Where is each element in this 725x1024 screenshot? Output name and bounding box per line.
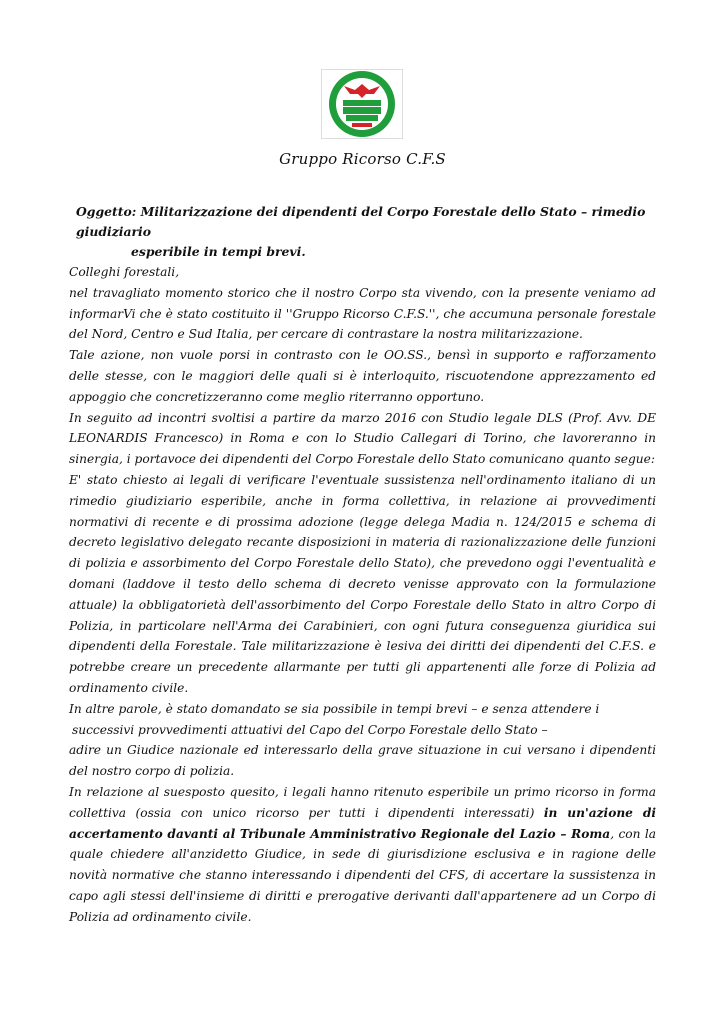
- subject-line-2: esperibile in tempi brevi.: [131, 244, 306, 259]
- paragraph-2: Tale azione, non vuole porsi in contrasto con le OO.SS., bensì in supporto e rafforzamento delle stesse, con le maggiori delle quali si è interloquito, riscuotendone apprezzamento ed appoggio che concretizzeranno come meglio riterranno opportuno.: [69, 348, 656, 404]
- logo-emblem: [322, 70, 402, 138]
- document-heading: Gruppo Ricorso C.F.S: [279, 150, 446, 168]
- paragraph-5-line-1: In altre parole, è stato domandato se sia possibile in tempi brevi – e senza attendere i: [69, 701, 600, 716]
- paragraph-1: nel travagliato momento storico che il nostro Corpo sta vivendo, con la presente veniamo ad informarVi che è stato costituito il ''Gruppo Ricorso C.F.S.'', che accumuna personale forestale del Nord, Centro e Sud Italia, per cercare di contrastare la nostra militarizzazione.: [69, 285, 656, 342]
- logo: [321, 69, 403, 139]
- paragraph-5-rest: adire un Giudice nazionale ed interessarlo della grave situazione in cui versano i dipendenti del nostro corpo di polizia.: [69, 743, 656, 779]
- subject-label: Oggetto:: [76, 204, 137, 219]
- letter-body: [69, 262, 656, 928]
- subject-line-1: Militarizzazione dei dipendenti del Corpo Forestale dello Stato – rimedio giudiziario: [76, 204, 646, 239]
- paragraph-6-start: In relazione al suesposto quesito, i legali hanno ritenuto esperibile un primo ricorso in forma collettiva (ossia con unico ricorso per tutti i dipendenti interessati): [69, 784, 656, 820]
- paragraph-6-bold: in un'azione di accertamento davanti al Tribunale Amministrativo Regionale del Lazio – Roma: [69, 805, 656, 841]
- paragraph-6: [69, 782, 656, 928]
- paragraph-5-line-2: successivi provvedimenti attuativi del Capo del Corpo Forestale dello Stato –: [72, 722, 548, 737]
- salutation: Colleghi forestali,: [69, 265, 180, 279]
- subject-block: [76, 202, 666, 262]
- paragraph-4: E' stato chiesto ai legali di verificare l'eventuale sussistenza nell'ordinamento italiano di un rimedio giudiziario esperibile, anche in forma collettiva, in relazione ai provvedimenti normativi di recente e di prossima adozione (legge delega Madia n. 124/2015 e schema di decreto legislativo delegato recante disposizioni in materia di razionalizzazione delle funzioni di polizia e assorbimento del Corpo Forestale dello Stato), che prevedono oggi l'eventualità e domani (laddove il testo dello schema di decreto venisse approvato con la formulazione attuale) la obbligatorietà dell'assorbimento del Corpo Forestale dello Stato in altro Corpo di Polizia, in particolare nell'Arma dei Carabinieri, con ogni futura conseguenza giuridica sui dipendenti della Forestale. Tale militarizzazione è lesiva dei diritti dei dipendenti del C.F.S. e potrebbe creare un precedente allarmante per tutti gli appartenenti alle forze di Polizia ad ordinamento civile.: [69, 472, 656, 695]
- paragraph-3: In seguito ad incontri svoltisi a partire da marzo 2016 con Studio legale DLS (Prof. Avv. DE LEONARDIS Francesco) in Roma e con lo Studio Callegari di Torino, che lavoreranno in sinergia, i portavoce dei dipendenti del Corpo Forestale dello Stato comunicano quanto segue:: [69, 410, 656, 467]
- paragraph-6-end: , con la quale chiedere all'anzidetto Giudice, in sede di giurisdizione esclusiva e in ragione delle novità normative che stanno interessando i dipendenti del CFS, di accertare la sussistenza in capo agli stessi dell'insieme di diritti e prerogative derivanti dall'appartenere ad un Corpo di Polizia ad ordinamento civile.: [69, 826, 656, 924]
